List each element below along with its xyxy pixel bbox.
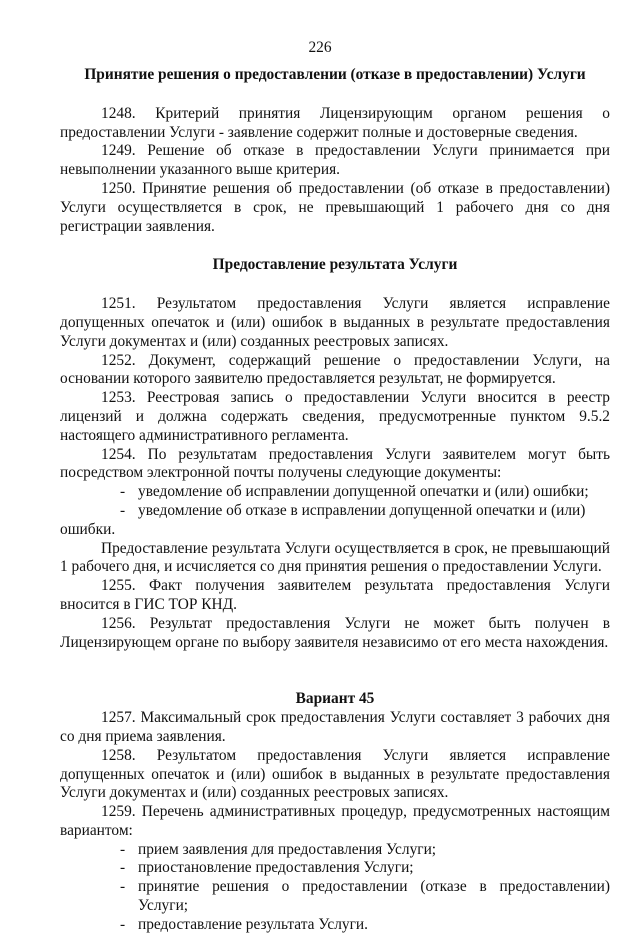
paragraph-1248: 1248. Критерий принятия Лицензирующим органом решения о предоставлении Услуги - заявление содержит полные и достоверные сведения. [60,104,610,141]
paragraph-1252: 1252. Документ, содержащий решение о предоставлении Услуги, на основании которого заявителю предоставляется результат, не формируется. [60,351,610,388]
list-item-text: приостановление предоставления Услуги; [138,859,414,877]
list-item-text: уведомление об исправлении допущенной опечатки и (или) ошибки; [138,483,589,501]
list-item-text: уведомление об отказе в исправлении допущенной опечатки и (или) [138,501,586,519]
list-item [60,502,610,521]
list-dash: - [120,915,126,933]
paragraph-result-term: Предоставление результата Услуги осуществляется в срок, не превышающий 1 рабочего дня, и исчисляется со дня принятия решения о предоставлении Услуги. [60,539,610,576]
section-heading-decision: Принятие решения о предоставлении (отказе в предоставлении) Услуги [84,66,586,83]
paragraph-1254: 1254. По результатам предоставления Услуги заявителем могут быть посредством электронной почты получены следующие документы: [60,445,610,482]
list-continuation: ошибки. [60,520,116,538]
list-dash: - [120,501,126,519]
list-item [60,878,610,916]
paragraph-1253: 1253. Реестровая запись о предоставлении Услуги вносится в реестр лицензий и должна содержать сведения, предусмотренные пунктом 9.5.2 настоящего административного регламента. [60,389,610,444]
paragraph-1256: 1256. Результат предоставления Услуги не может быть получен в Лицензирующем органе по выбору заявителя независимо от его места нахождения. [60,614,610,651]
page-number: 226 [308,39,332,56]
documents-list [60,483,610,521]
list-item-text: предоставление результата Услуги. [138,915,368,933]
page-content [60,66,610,935]
paragraph-1258: 1258. Результатом предоставления Услуги является исправление допущенных опечаток и (или) ошибок в выданных в результате предоставления Услуги документах и (или) созданных реестровых записях. [60,746,610,802]
list-item [60,916,610,935]
paragraph-1251: 1251. Результатом предоставления Услуги является исправление допущенных опечаток и (или) ошибок в выданных в результате предоставления Услуги документах и (или) созданных реестровых записях. [60,295,610,350]
paragraph-1259: 1259. Перечень административных процедур, предусмотренных настоящим вариантом: [60,803,610,839]
list-dash: - [120,483,126,501]
paragraph-1257: 1257. Максимальный срок предоставления Услуги составляет 3 рабочих дня со дня приема заявления. [60,709,610,745]
list-item-text: принятие решения о предоставлении (отказе в предоставлении) Услуги; [138,878,610,915]
paragraph-1250: 1250. Принятие решения об предоставлении (об отказе в предоставлении) Услуги осуществляется в срок, не превышающий 1 рабочего дня со дня регистрации заявления. [60,179,610,235]
section-heading-variant: Вариант 45 [295,690,375,708]
list-dash: - [120,878,126,896]
paragraph-1255: 1255. Факт получения заявителем результата предоставления Услуги вносится в ГИС ТОР КНД. [60,577,610,613]
list-item [60,841,610,860]
list-item [60,859,610,878]
paragraph-1249: 1249. Решение об отказе в предоставлении Услуги принимается при невыполнении указанного выше критерия. [60,142,610,179]
list-dash: - [120,840,126,858]
list-dash: - [120,859,126,877]
procedures-list [60,841,610,935]
section-heading-result: Предоставление результата Услуги [212,256,458,274]
list-item [60,483,610,502]
list-item-text: прием заявления для предоставления Услуги; [138,840,437,858]
